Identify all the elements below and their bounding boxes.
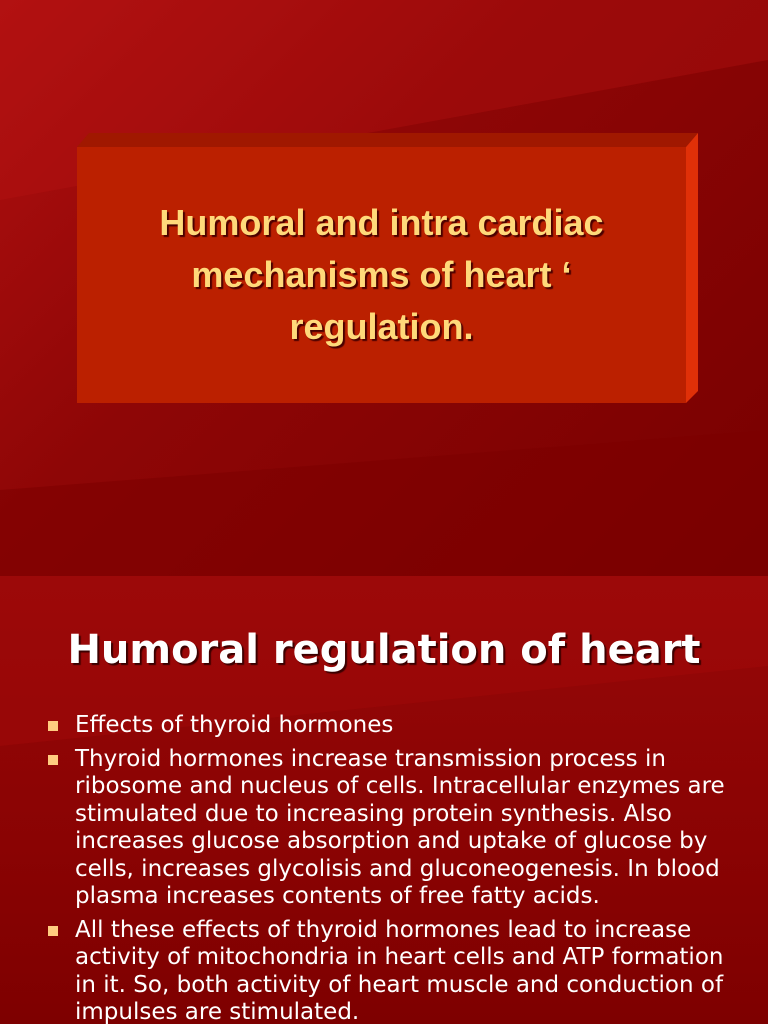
content-slide bbox=[0, 576, 768, 1024]
title-box bbox=[77, 147, 686, 403]
slide-heading: Humoral regulation of heart bbox=[67, 627, 701, 673]
bullet-list bbox=[44, 712, 744, 1024]
bullet-item bbox=[44, 746, 744, 911]
bullet-item bbox=[44, 712, 744, 740]
bullet-text: Thyroid hormones increase transmission process in ribosome and nucleus of cells. Intracellular enzymes are stimulated due to increasing protein synthesis. Also increases glucose absorption and uptake of glucose by cells, increases glycolisis and gluconeogenesis. In blood plasma increases contents of free fatty acids. bbox=[75, 745, 725, 909]
slide-title: Humoral and intra cardiac mechanisms of heart ‘ regulation. bbox=[159, 202, 604, 347]
bullet-item bbox=[44, 917, 744, 1024]
title-box-side-bevel bbox=[686, 133, 698, 403]
bullet-text: Effects of thyroid hormones bbox=[75, 712, 394, 738]
square-bullet-icon bbox=[48, 721, 58, 731]
bullet-text: All these effects of thyroid hormones lead to increase activity of mitochondria in heart cells and ATP formation in it. So, both activity of heart muscle and conduction of impulses are stimulated. bbox=[75, 916, 724, 1024]
title-box-top-bevel bbox=[77, 133, 698, 147]
square-bullet-icon bbox=[48, 755, 58, 765]
square-bullet-icon bbox=[48, 926, 58, 936]
